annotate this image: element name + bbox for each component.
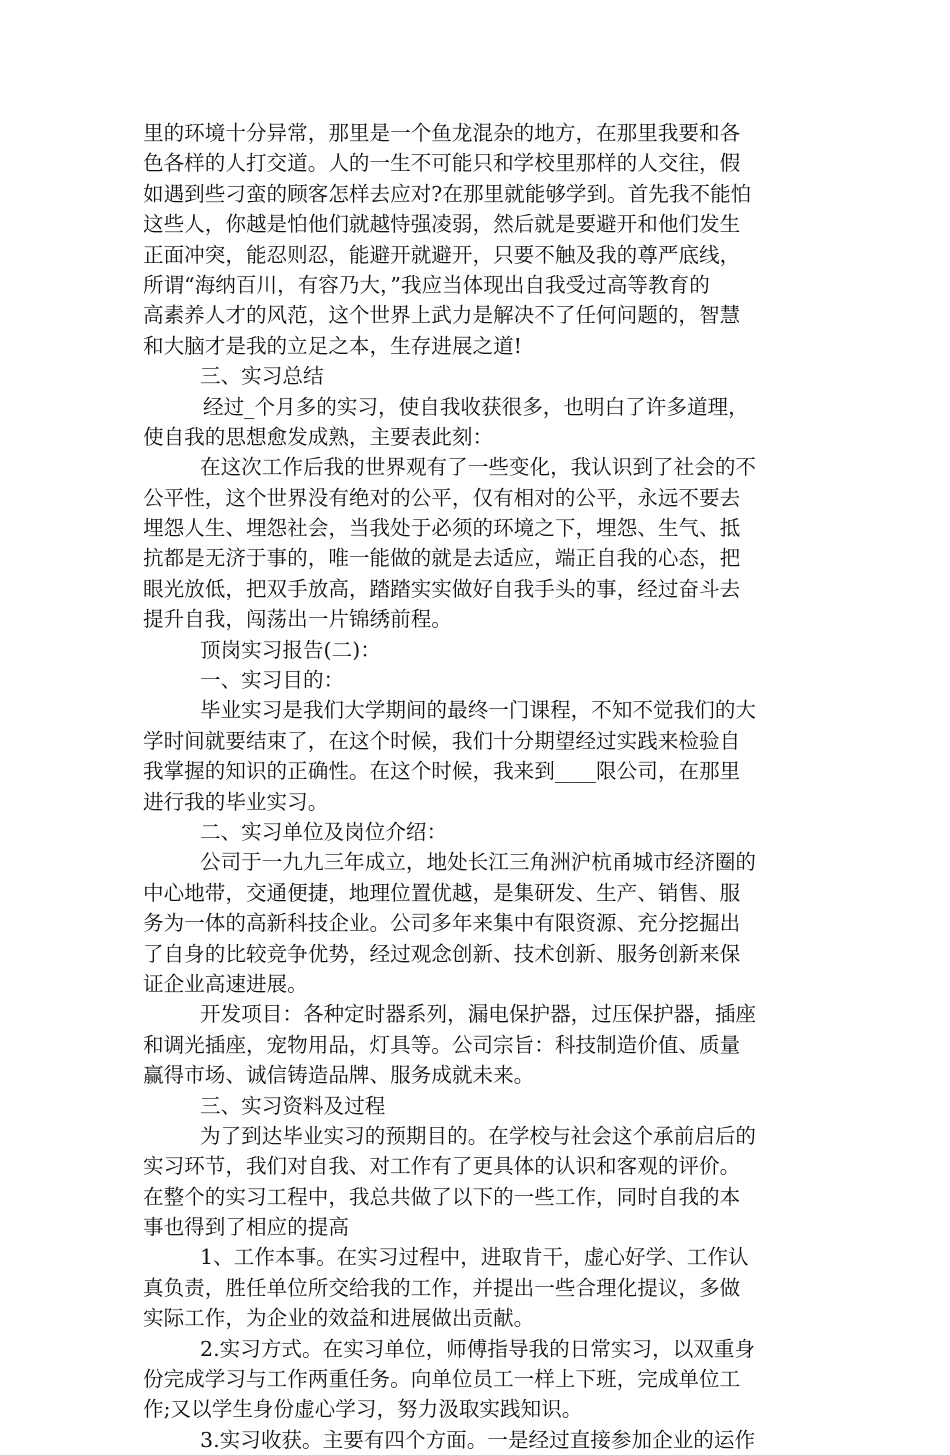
paragraph-line: 正面冲突，能忍则忍，能避开就避开，只要不触及我的尊严底线， <box>143 242 741 267</box>
paragraph-line: 证企业高速进展。 <box>143 971 308 996</box>
paragraph-line: 经过_个月多的实习，使自我收获很多，也明白了许多道理， <box>203 394 749 419</box>
paragraph-line: 高素养人才的风范，这个世界上武力是解决不了任何问题的，智慧 <box>143 303 741 328</box>
paragraph-line: 如遇到些刁蛮的顾客怎样去应对?在那里就能够学到。首先我不能怕 <box>143 181 752 206</box>
section-heading: 三、实习资料及过程 <box>200 1093 386 1118</box>
paragraph-line: 作;又以学生身份虚心学习，努力汲取实践知识。 <box>143 1397 583 1422</box>
paragraph-line: 真负责，胜任单位所交给我的工作，并提出一些合理化提议，多做 <box>143 1275 741 1300</box>
paragraph-line: 埋怨人生、埋怨社会，当我处于必须的环境之下，埋怨、生气、抵 <box>143 516 741 541</box>
paragraph-line: 实习环节，我们对自我、对工作有了更具体的认识和客观的评价。 <box>143 1154 741 1179</box>
paragraph-line: 和调光插座，宠物用品，灯具等。公司宗旨：科技制造价值、质量 <box>143 1032 741 1057</box>
list-item: 3.实习收获。主要有四个方面。一是经过直接参加企业的运作 <box>200 1427 756 1452</box>
paragraph-line: 抗都是无济于事的，唯一能做的就是去适应，端正自我的心态，把 <box>143 546 741 571</box>
paragraph-line: 毕业实习是我们大学期间的最终一门课程，不知不觉我们的大 <box>200 698 757 723</box>
paragraph-line: 使自我的思想愈发成熟，主要表此刻： <box>143 424 494 449</box>
paragraph-line: 提升自我，闯荡出一片锦绣前程。 <box>143 607 452 632</box>
paragraph-line: 所谓“海纳百川，有容乃大，”我应当体现出自我受过高等教育的 <box>143 272 710 297</box>
paragraph-line: 务为一体的高新科技企业。公司多年来集中有限资源、充分挖掘出 <box>143 911 741 936</box>
paragraph-line: 这些人，你越是怕他们就越恃强凌弱，然后就是要避开和他们发生 <box>143 212 741 237</box>
paragraph-line: 眼光放低，把双手放高，踏踏实实做好自我手头的事，经过奋斗去 <box>143 576 741 601</box>
paragraph-line: 开发项目：各种定时器系列，漏电保护器，过压保护器，插座 <box>200 1002 757 1027</box>
paragraph-line: 中心地带，交通便捷，地理位置优越，是集研发、生产、销售、服 <box>143 880 741 905</box>
paragraph-line: 学时间就要结束了，在这个时候，我们十分期望经过实践来检验自 <box>143 728 741 753</box>
paragraph-line: 和大脑才是我的立足之本，生存进展之道! <box>143 333 522 358</box>
paragraph-line: 了自身的比较竞争优势，经过观念创新、技术创新、服务创新来保 <box>143 941 741 966</box>
paragraph-line: 公平性，这个世界没有绝对的公平，仅有相对的公平，永远不要去 <box>143 485 741 510</box>
paragraph-line: 我掌握的知识的正确性。在这个时候，我来到____限公司，在那里 <box>143 759 741 784</box>
report-title: 顶岗实习报告(二)： <box>200 637 381 662</box>
paragraph-line: 进行我的毕业实习。 <box>143 789 329 814</box>
paragraph-line: 公司于一九九三年成立，地处长江三角洲沪杭甬城市经济圈的 <box>200 850 757 875</box>
paragraph-line: 实际工作，为企业的效益和进展做出贡献。 <box>143 1306 535 1331</box>
list-item: 2.实习方式。在实习单位，师傅指导我的日常实习，以双重身 <box>200 1336 756 1361</box>
paragraph-line: 色各样的人打交道。人的一生不可能只和学校里那样的人交往，假 <box>143 151 741 176</box>
section-heading: 三、实习总结 <box>200 364 324 389</box>
paragraph-line: 事也得到了相应的提高 <box>143 1215 349 1240</box>
document-body <box>143 118 808 1455</box>
paragraph-line: 里的环境十分异常，那里是一个鱼龙混杂的地方，在那里我要和各 <box>143 121 741 145</box>
paragraph-line: 赢得市场、诚信铸造品牌、服务成就未来。 <box>143 1063 535 1088</box>
section-heading: 一、实习目的： <box>200 668 345 693</box>
paragraph-line: 在这次工作后我的世界观有了一些变化，我认识到了社会的不 <box>200 455 757 480</box>
section-heading: 二、实习单位及岗位介绍： <box>200 819 448 844</box>
list-item: 1、工作本事。在实习过程中，进取肯干，虚心好学、工作认 <box>200 1245 749 1270</box>
paragraph-line: 份完成学习与工作两重任务。向单位员工一样上下班，完成单位工 <box>143 1367 741 1392</box>
paragraph-line: 为了到达毕业实习的预期目的。在学校与社会这个承前启后的 <box>200 1123 757 1148</box>
paragraph-line: 在整个的实习工程中，我总共做了以下的一些工作，同时自我的本 <box>143 1184 741 1209</box>
